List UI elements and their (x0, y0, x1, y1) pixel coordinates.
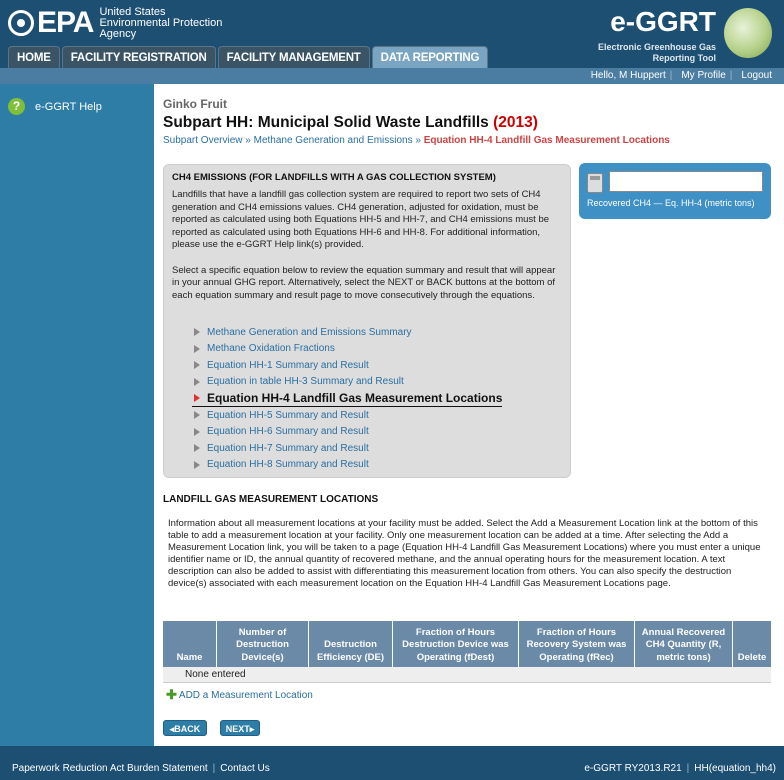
eq-link-oxidation-fractions[interactable]: Methane Oxidation Fractions (192, 341, 502, 358)
facility-name: Ginko Fruit (163, 97, 227, 111)
user-greeting: Hello, M Huppert (590, 70, 666, 81)
user-bar: Hello, M Huppert | My Profile | Logout (0, 68, 784, 84)
panel-title: CH4 EMISSIONS (FOR LANDFILLS WITH A GAS COLLECTION SYSTEM) (172, 172, 496, 183)
col-efficiency: Destruction Efficiency (DE) (309, 621, 393, 667)
egg-logo (586, 4, 776, 66)
eq-link-hh8[interactable]: Equation HH-8 Summary and Result (192, 457, 502, 474)
tab-facility-registration[interactable]: FACILITY REGISTRATION (62, 46, 216, 68)
col-device-count: Number of Destruction Device(s) (217, 621, 309, 667)
agency-name: United States Environmental Protection Agency (99, 5, 223, 40)
epa-flower-icon (8, 10, 34, 36)
add-measurement-location-link[interactable]: ✚ ADD a Measurement Location (166, 687, 313, 702)
version-label: e-GGRT RY2013.R21 (584, 763, 682, 774)
col-delete: Delete (737, 651, 767, 663)
arrow-icon (194, 361, 200, 369)
bird-logo-icon (724, 8, 772, 58)
help-icon: ? (8, 98, 25, 115)
measurement-locations-table (163, 621, 771, 683)
eq-link-hh3[interactable]: Equation in table HH-3 Summary and Result (192, 374, 502, 391)
my-profile-link[interactable]: My Profile (681, 70, 726, 81)
page-id: HH(equation_hh4) (694, 763, 776, 774)
app-subtitle: Electronic Greenhouse Gas Reporting Tool (597, 42, 716, 63)
arrow-icon (194, 328, 200, 336)
arrow-icon (194, 378, 200, 386)
main-content (154, 84, 784, 746)
col-recovered: Annual Recovered CH4 Quantity (R, metric tons) (635, 621, 733, 667)
eq-current-hh4: Equation HH-4 Landfill Gas Measurement Locations (192, 390, 502, 407)
epa-wordmark: EPA (37, 6, 94, 39)
main-nav (8, 46, 488, 68)
panel-intro: Landfills that have a landfill gas collection system are required to report two sets of CH4 generation and CH4 emissions values. CH4 generation, adjusted for oxidation, must be reported as calculated using both Equations HH-5 and HH-7, and CH4 emissions must be reported as calculated using both Equations HH-6 and HH-8. For additional information, please use the e-GGRT Help link(s) provided. (172, 189, 550, 250)
plus-icon: ✚ (166, 687, 177, 702)
epa-logo[interactable] (8, 6, 222, 40)
arrow-icon (194, 428, 200, 436)
page-title: Subpart HH: Municipal Solid Waste Landfills (2013) (163, 114, 538, 131)
help-link[interactable] (8, 98, 102, 115)
arrow-icon (194, 444, 200, 452)
arrow-icon (194, 345, 200, 353)
breadcrumb: Subpart Overview » Methane Generation and Emissions » Equation HH-4 Landfill Gas Measurement Locations (163, 135, 670, 146)
result-box (579, 163, 771, 219)
table-header (163, 621, 771, 667)
help-label: e-GGRT Help (35, 100, 102, 113)
logout-link[interactable]: Logout (741, 70, 772, 81)
paperwork-link[interactable]: Paperwork Reduction Act Burden Statement (12, 763, 208, 774)
crumb-methane-generation[interactable]: Methane Generation and Emissions (253, 135, 413, 146)
tab-home[interactable]: HOME (8, 46, 60, 68)
footer (0, 746, 784, 780)
calculator-icon (587, 173, 603, 193)
reporting-year: (2013) (493, 114, 538, 131)
section-info: Information about all measurement locations at your facility must be added. Select the Add a Measurement Location link at the bottom of this table to add a measurement location at your facility. Only one measurement location can be added at a time. After selecting the Add a Measurement Location link, you will be taken to a page (Equation HH-4 Landfill Gas Measurement Locations) where you must enter a unique identifier name or ID, the annual quantity of recovered methane, and the annual operating hours for the measurement location. A text description can also be added to assist with differentiating this measurement location from others. You can also specify the destruction device(s) associated with each measurement location on the Equation HH-4 Landfill Gas Measurement Locations page. (168, 518, 761, 589)
tab-data-reporting[interactable]: DATA REPORTING (372, 46, 489, 68)
footer-version: e-GGRT RY2013.R21 | HH(equation_hh4) (584, 763, 776, 774)
arrow-icon (194, 461, 200, 469)
next-button[interactable]: NEXT▸ (220, 720, 260, 736)
table-row: None entered (163, 667, 771, 683)
arrow-icon (194, 411, 200, 419)
sidebar (0, 84, 154, 746)
section-title: LANDFILL GAS MEASUREMENT LOCATIONS (163, 494, 379, 505)
arrow-icon (194, 394, 200, 402)
eq-link-hh7[interactable]: Equation HH-7 Summary and Result (192, 440, 502, 457)
eq-link-hh1[interactable]: Equation HH-1 Summary and Result (192, 357, 502, 374)
crumb-current: Equation HH-4 Landfill Gas Measurement Locations (423, 135, 670, 146)
eq-link-methane-generation[interactable]: Methane Generation and Emissions Summary (192, 324, 502, 341)
recovered-ch4-result (609, 171, 763, 192)
panel-instructions: Select a specific equation below to review the equation summary and result that will appear in your annual GHG report. Alternatively, select the NEXT or BACK buttons at the bottom of each equation summary and result page to move consecutively through the equations. (172, 264, 556, 301)
result-label: Recovered CH4 — Eq. HH-4 (metric tons) (587, 198, 755, 208)
site-header (0, 0, 784, 68)
equation-panel (163, 164, 571, 478)
eq-link-hh6[interactable]: Equation HH-6 Summary and Result (192, 424, 502, 441)
equation-list (192, 324, 502, 473)
col-frac-rec: Fraction of Hours Recovery System was Operating (fRec) (519, 621, 635, 667)
app-title: e-GGRT (610, 6, 716, 37)
tab-facility-management[interactable]: FACILITY MANAGEMENT (218, 46, 370, 68)
back-button[interactable]: ◂BACK (163, 720, 207, 736)
col-frac-dest: Fraction of Hours Destruction Device was Operating (fDest) (393, 621, 519, 667)
footer-links: Paperwork Reduction Act Burden Statement | Contact Us (12, 763, 270, 774)
col-name: Name (163, 621, 217, 667)
eq-link-hh5[interactable]: Equation HH-5 Summary and Result (192, 407, 502, 424)
contact-link[interactable]: Contact Us (220, 763, 270, 774)
crumb-subpart-overview[interactable]: Subpart Overview (163, 135, 243, 146)
